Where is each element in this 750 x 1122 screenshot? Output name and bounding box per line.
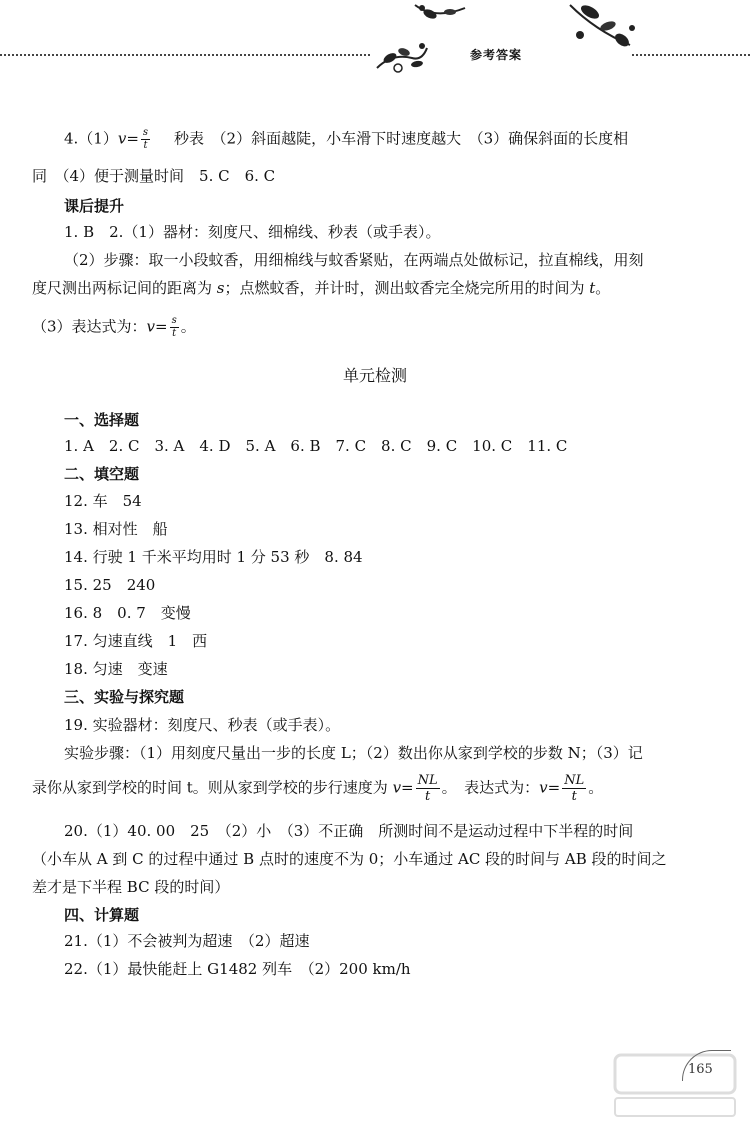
answer-19-steps: 实验步骤：（1）用刻度尺量出一步的长度 L；（2）数出你从家到学校的步数 N；（3）记	[64, 744, 643, 762]
section-heading-fill-blank: 二、填空题	[64, 465, 140, 483]
answer-20-line3: 差才是下半程 BC 段的时间）	[32, 878, 230, 896]
fraction-nl-over-t: $\frac{NL}{t}$	[417, 773, 438, 804]
answer-after-class-l2: （2）步骤：取一小段蚊香，用细棉线与蚊香紧贴，在两端点处做标记，拉直棉线，用刻	[64, 251, 644, 269]
answer-q4-line2: 同 （4）便于测量时间 5. C 6. C	[32, 167, 276, 185]
answer-12: 12. 车 54	[64, 492, 142, 510]
answer-15: 15. 25 240	[64, 576, 156, 594]
answer-after-class-l1: 1. B 2.（1）器材：刻度尺、细棉线、秒表（或手表）。	[64, 223, 441, 241]
header-dotted-line-left	[0, 54, 370, 56]
answer-13: 13. 相对性 船	[64, 520, 168, 538]
answer-20-line1: 20.（1）40. 00 25 （2）小 （3）不正确 所测时间不是运动过程中下半程的时间	[64, 822, 634, 840]
answer-20-line2: （小车从 A 到 C 的过程中通过 B 点时的速度不为 0；小车通过 AC 段的时间与 AB 段的时间之	[32, 850, 667, 868]
unit-test-title: 单元检测	[342, 366, 407, 385]
section-heading-choice: 一、选择题	[64, 411, 140, 429]
floral-decoration-icon	[372, 28, 432, 78]
answer-after-class-l3: 度尺测出两标记间的距离为 s；点燃蚊香，并计时，测出蚊香完全烧完所用的时间为 t。	[32, 279, 611, 297]
answer-18: 18. 匀速 变速	[64, 660, 168, 678]
page-number: 165	[688, 1062, 713, 1077]
header-dotted-line-right	[632, 54, 750, 56]
fraction-s-over-t-2: $\frac{s}{t}$	[171, 315, 177, 339]
floral-spray-icon	[560, 0, 640, 55]
answer-after-class-l4: （3）表达式为：v= $\frac{s}{t}$ 。	[32, 315, 196, 339]
answer-choice-list: 1. A 2. C 3. A 4. D 5. A 6. B 7. C 8. C 9. C 10. C 11. C	[64, 437, 568, 455]
answer-q4-line1: 4.（1）v= $\frac{s}{t}$ 秒表 （2）斜面越陡，小车滑下时速度越大 （3）确保斜面的长度相	[64, 127, 629, 151]
answer-14: 14. 行驶 1 千米平均用时 1 分 53 秒 8. 84	[64, 548, 363, 566]
section-heading-after-class: 课后提升	[64, 197, 125, 215]
answer-22: 22.（1）最快能赶上 G1482 列车 （2）200 km/h	[64, 960, 411, 978]
answer-19: 19. 实验器材：刻度尺、秒表（或手表）。	[64, 716, 341, 734]
section-heading-calculation: 四、计算题	[64, 906, 140, 924]
answer-19-steps-cont: 录你从家到学校的时间 t。则从家到学校的步行速度为 v= $\frac{NL}{t}$ 。 表达式为：v= $\frac{NL}{t}$ 。	[32, 773, 604, 804]
section-heading-experiment: 三、实验与探究题	[64, 688, 185, 706]
header-title: 参考答案	[470, 48, 523, 62]
fraction-nl-over-t-2: $\frac{NL}{t}$	[564, 773, 585, 804]
fraction-s-over-t: $\frac{s}{t}$	[142, 127, 149, 151]
answer-16: 16. 8 0. 7 变慢	[64, 604, 191, 622]
answer-21: 21.（1）不会被判为超速 （2）超速	[64, 932, 310, 950]
answer-17: 17. 匀速直线 1 西	[64, 632, 208, 650]
floral-branch-icon	[410, 0, 470, 30]
